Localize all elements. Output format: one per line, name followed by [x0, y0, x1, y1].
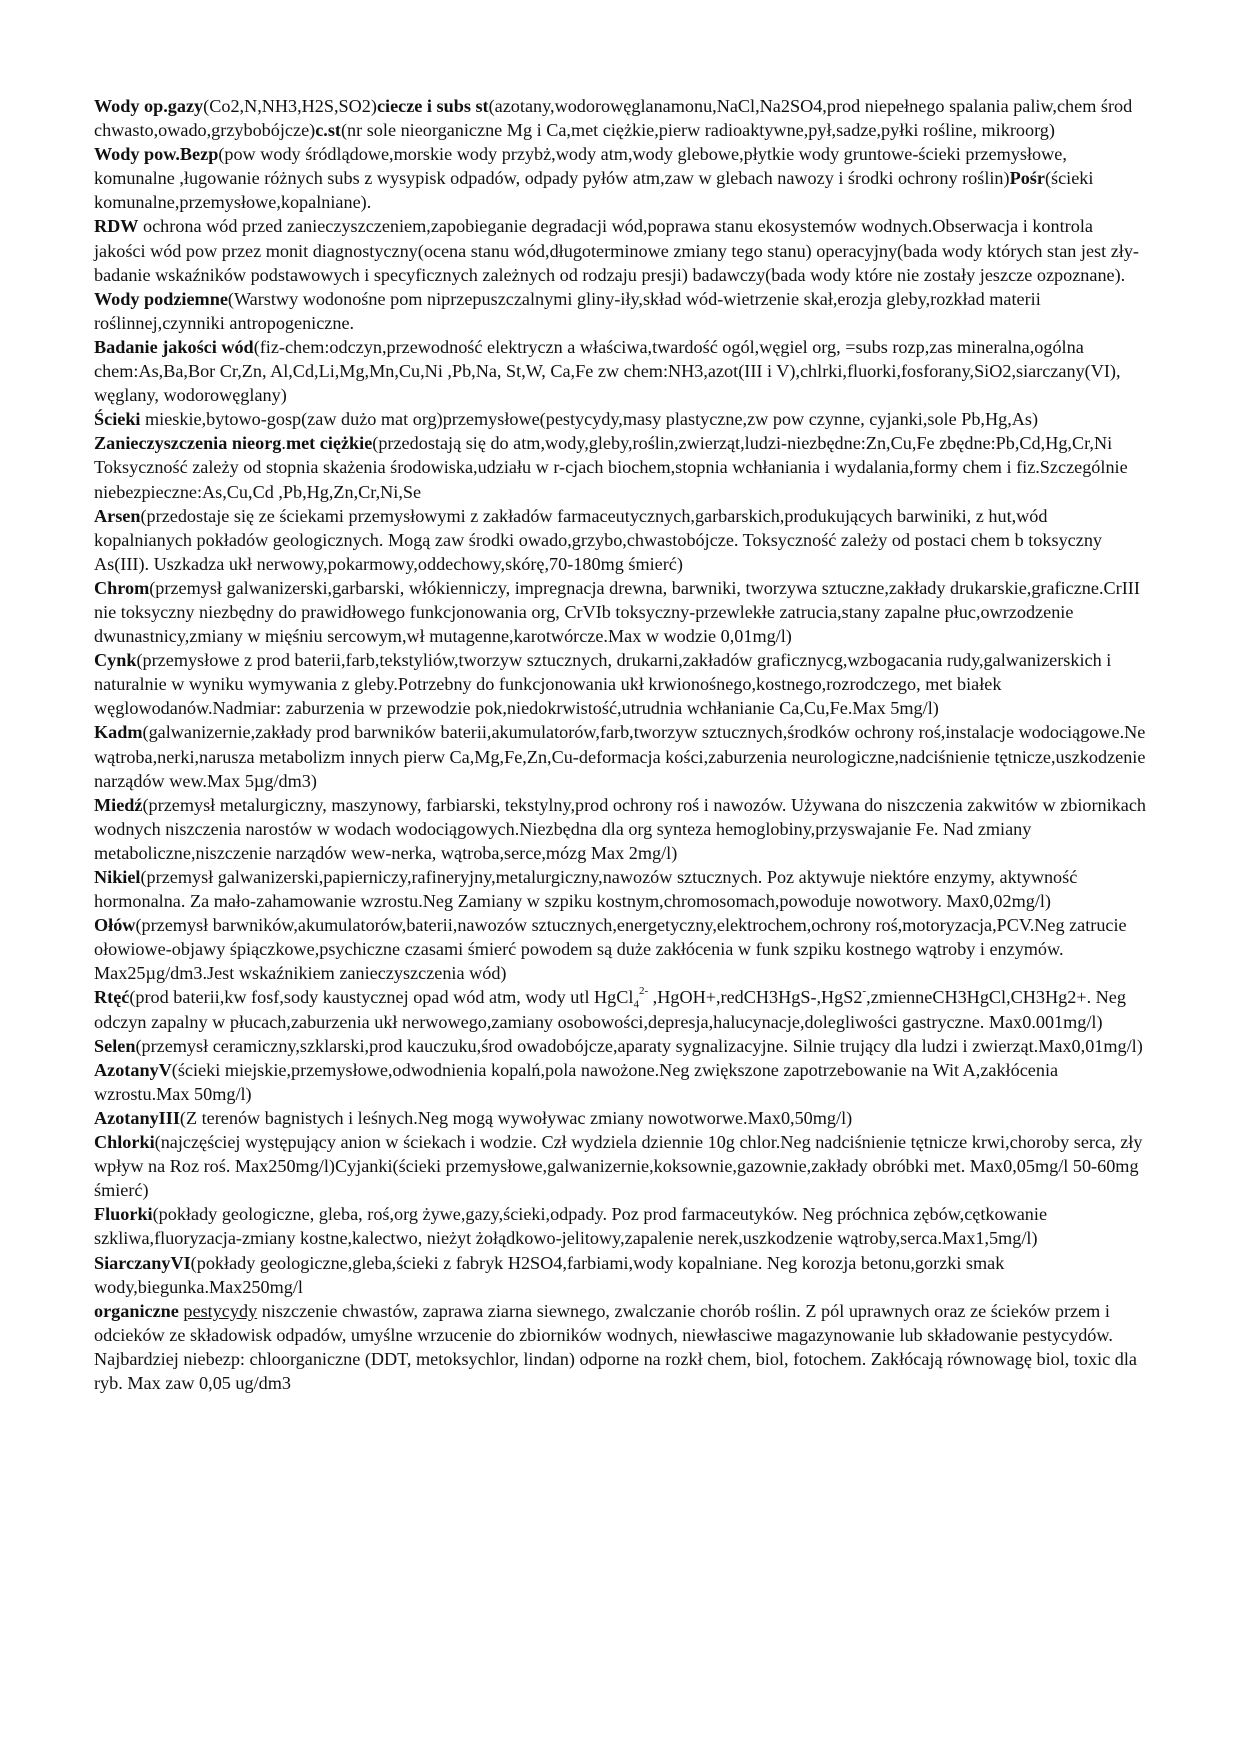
bold-heading-text: Nikiel — [94, 867, 141, 887]
paragraph-rtec — [94, 985, 1148, 1033]
bold-heading-text: Pośr — [1009, 168, 1045, 189]
body-text: (przemysł barwników,akumulatorów,baterii,nawozów sztucznych,energetyczny,elektrochem,ochrony roś,motoryzacja,PCV.Neg zatrucie ołowiowe-objawy śpiączkowe,psychiczne czasami śmierć powodem są duże zakłócenia w funk szpiku kostnego wątroby i enzymów. Max25µg/dm3.Jest wskaźnikiem zanieczyszczenia wód) — [94, 915, 1127, 984]
paragraph-miedz — [94, 793, 1148, 865]
bold-heading-text: Miedź — [94, 794, 143, 815]
body-text: ochrona wód przed zanieczyszczeniem,zapobieganie degradacji wód,poprawa stanu ekosystemów wodnych.Obserwacja i kontrola jakości wód pow przez monit diagnostyczny(ocena stanu wód,długoterminowe zmiany tego stanu) operacyjny(bada wody których stan jest zły-badanie wskaźników podstawowych i specyficznych zależnych od rodzaju presji) badawczy(bada wody które nie zostały jeszcze ozpoznane). — [94, 216, 1139, 285]
bold-heading-text: Wody podziemne — [94, 288, 228, 309]
bold-heading-text: Kadm — [94, 722, 143, 743]
bold-heading-text: Badanie jakości wód — [94, 336, 254, 357]
body-text: (ścieki miejskie,przemysłowe,odwodnienia kopalń,pola nawożone.Neg zwiększone zapotrzebowanie na Wit A,zakłócenia wzrostu.Max 50mg/l) — [94, 1059, 1059, 1104]
paragraph-organiczne — [94, 1299, 1148, 1395]
body-text: (pokłady geologiczne,gleba,ścieki z fabryk H2SO4,farbiami,wody kopalniane. Neg korozja betonu,gorzki smak wody,biegunka.Max250mg/l — [94, 1252, 1005, 1297]
body-text: (fiz-chem:odczyn,przewodność elektryczn a właściwa,twardość ogól,węgiel org, =subs rozp,zas mineralna,ogólna chem:As,Ba,Bor Cr,Zn, Al,Cd,Li,Mg,Mn,Cu,Ni ,Pb,Na, St,W, Ca,Fe zw chem:NH3,azot(III i V),chlrki,fluorki,fosforany,SiO2,siarczany(VI), węglany, wodorowęglany) — [94, 336, 1121, 406]
paragraph-scieki — [94, 407, 1148, 431]
body-text: (przemysł galwanizerski,garbarski, włókienniczy, impregnacja drewna, barwniki, tworzywa sztuczne,zakłady drukarskie,graficzne.CrIII nie toksyczny niezbędny do prawidłowego funkcjonowania org, CrVIb toksyczny-przewlekłe zatrucia,stany zapalne płuc,owrzodzenie dwunastnicy,zmiany w mięśniu sercowym,wł mutagenne,karotwórcze.Max w wodzie 0,01mg/l) — [94, 577, 1140, 647]
body-text: (nr sole nieorganiczne Mg i Ca,met ciężkie,pierw radioaktywne,pył,sadze,pyłki rośline, mikroorg) — [340, 120, 1055, 141]
body-text: ,HgOH+,redCH3HgS-,HgS2 — [648, 987, 863, 1008]
bold-heading-text: Zanieczyszczenia nieorg — [94, 433, 282, 454]
bold-heading-text: Ołów — [94, 915, 136, 936]
body-text: (azotany,wodorowęglanamonu,NaCl,Na2SO4,prod niepełnego spalania paliw,chem środ chwasto,owado,grzybobójcze) — [94, 96, 1133, 141]
paragraph-chrom — [94, 576, 1148, 648]
bold-heading-text: Wody op.gazy — [94, 96, 204, 116]
paragraph-wody-podziemne — [94, 287, 1148, 335]
paragraph-kadm — [94, 720, 1148, 792]
document-body — [94, 94, 1148, 1395]
bold-heading-text: SiarczanyVI — [94, 1252, 191, 1273]
body-text: (przemysł ceramiczny,szklarski,prod kauczuku,środ owadobójcze,aparaty sygnalizacyjne. Silnie trujący dla ludzi i zwierząt.Max0,01mg/l) — [135, 1035, 1143, 1056]
bold-heading-text: RDW — [94, 216, 139, 237]
bold-heading-text: Selen — [94, 1035, 136, 1056]
bold-heading-text: AzotanyIII — [94, 1107, 180, 1128]
body-text: (pow wody śródlądowe,morskie wody przybż,wody atm,wody glebowe,płytkie wody gruntowe-ścieki przemysłowe, komunalne ,ługowanie różnych subs z wysypisk odpadów, odpady pyłów atm,zaw w glebach nawozy i środki ochrony roślin) — [94, 144, 1067, 189]
bold-heading-text: AzotanyV — [94, 1059, 172, 1080]
bold-heading-text: Chrom — [94, 577, 150, 598]
body-text: (przemysł galwanizerski,papierniczy,rafineryjny,metalurgiczny,nawozów sztucznych. Poz aktywuje niektóre enzymy, aktywność hormonalna. Za mało-zahamowanie wzrostu.Neg Zamiany w szpiku kostnym,chromosomach,powoduje nowotwory. Max0,02mg/l) — [94, 867, 1078, 912]
body-text: ,zmienneCH3HgCl,CH3Hg2+. Neg odczyn zapalny w płucach,zaburzenia ukł nerwowego,zamiany osobowości,depresja,halucynacje,dolegliwości gastryczne. Max0.001mg/l) — [94, 987, 1126, 1032]
paragraph-wody-pow — [94, 142, 1148, 214]
body-text: (prod baterii,kw fosf,sody kaustycznej opad wód atm, wody utl HgCl — [129, 987, 634, 1008]
bold-heading-text: c.st — [315, 120, 341, 141]
underlined-text: pestycydy — [183, 1300, 258, 1321]
body-text: (Warstwy wodonośne pom niprzepuszczalnymi gliny-iły,skład wód-wietrzenie skał,erozja gleby,rozkład materii roślinnej,czynniki antropogeniczne. — [94, 288, 1041, 333]
paragraph-nikiel — [94, 865, 1148, 913]
body-text: (Co2,N,NH3,H2S,SO2) — [203, 96, 377, 116]
paragraph-wody-op — [94, 94, 1148, 142]
body-text: (przemysł metalurgiczny, maszynowy, farbiarski, tekstylny,prod ochrony roś i nawozów. Używana do niszczenia zakwitów w zbiornikach wodnych niszczenia narostów w wodach wodociągowych.Niezbędna dla org synteza hemoglobiny,przyswajanie Fe. Nad zmiany metaboliczne,niszczenie narządów wew-nerka, wątroba,serce,mózg Max 2mg/l) — [94, 794, 1147, 863]
body-text: (przedostaje się ze ściekami przemysłowymi z zakładów farmaceutycznych,garbarskich,produkujących barwiniki, z hut,wód kopalnianych pokładów geologicznych. Mogą zaw środki owado,grzybo,chwastobójcze. Toksyczność zależy od postaci chem b toksyczny As(III). Uszkadza ukł nerwowy,pokarmowy,oddechowy,skórę,70-180mg śmierć) — [94, 505, 1103, 574]
paragraph-siarczany — [94, 1251, 1148, 1299]
bold-heading-text: met ciężkie — [285, 433, 373, 454]
paragraph-zanieczyszczenia — [94, 431, 1148, 503]
bold-heading-text: Chlorki — [94, 1132, 155, 1153]
bold-heading-text: Cynk — [94, 650, 137, 671]
bold-heading-text: Arsen — [94, 505, 141, 526]
bold-heading-text: organiczne — [94, 1300, 179, 1321]
paragraph-badanie — [94, 335, 1148, 407]
body-text: (najczęściej występujący anion w ściekach i wodzie. Czł wydziela dziennie 10g chlor.Neg nadciśnienie tętnicze krwi,choroby serca, zły wpływ na Roz roś. Max250mg/l)Cyjanki(ścieki przemysłowe,galwanizernie,koksownie,gazownie,zakłady obróbki met. Max0,05mg/l 50-60mg śmierć) — [94, 1132, 1143, 1201]
paragraph-azotany-iii — [94, 1106, 1148, 1130]
paragraph-rdw — [94, 214, 1148, 286]
superscript-text: 2- — [638, 985, 649, 998]
paragraph-chlorki — [94, 1130, 1148, 1202]
bold-heading-text: Ścieki — [94, 409, 141, 430]
body-text: (galwanizernie,zakłady prod barwników baterii,akumulatorów,farb,tworzyw sztucznych,środków ochrony roś,instalacje wodociągowe.Ne wątroba,nerki,narusza metabolizm innych pierw Ca,Mg,Fe,Zn,Cu-deformacja kości,zaburzenia neurologiczne,nadciśnienie tętnicze,uszkodzenie narządów wew.Max 5µg/dm3) — [94, 722, 1146, 791]
paragraph-olow — [94, 913, 1148, 985]
body-text: (Z terenów bagnistych i leśnych.Neg mogą wywoływac zmiany nowotworwe.Max0,50mg/l) — [179, 1107, 853, 1128]
body-text: (przemysłowe z prod baterii,farb,tekstyliów,tworzyw sztucznych, drukarni,zakładów graficznycg,wzbogacania rudy,galwanizerskich i naturalnie w wyniku wymywania z gleby.Potrzebny do funkcjonowania ukł krwionośnego,kostnego,rozrodczego, met białek węglowodanów.Nadmiar: zaburzenia w przewodzie pok,niedokrwistość,utrudnia wchłanianie Ca,Cu,Fe.Max 5mg/l) — [94, 650, 1112, 719]
body-text: niszczenie chwastów, zaprawa ziarna siewnego, zwalczanie chorób roślin. Z pól uprawnych oraz ze ścieków przem i odcieków ze składowisk odpadów, umyślne wrzucenie do zbiorników wodnych, niewłasciwe magazynowanie lub składowanie pestycydów. Najbardziej niebezp: chloorganiczne (DDT, metoksychlor, lindan) odporne na rozkł chem, biol, fotochem. Zakłócają równowagę biol, toxic dla ryb. Max zaw 0,05 ug/dm3 — [94, 1300, 1138, 1393]
body-text: (ścieki komunalne,przemysłowe,kopalniane). — [94, 168, 1094, 213]
paragraph-fluorki — [94, 1202, 1148, 1250]
bold-heading-text: Wody pow.Bezp — [94, 144, 219, 165]
body-text: (przedostają się do atm,wody,gleby,roślin,zwierząt,ludzi-niezbędne:Zn,Cu,Fe zbędne:Pb,Cd,Hg,Cr,Ni Toksyczność zależy od stopnia skażenia środowiska,udziału w r-cjach biochem,stopnia wchłaniania i wydalania,formy chem i fiz.Szczególnie niebezpieczne:As,Cu,Cd ,Pb,Hg,Zn,Cr,Ni,Se — [94, 433, 1128, 502]
bold-heading-text: Rtęć — [94, 987, 130, 1008]
superscript-text: - — [862, 985, 867, 998]
body-text: mieskie,bytowo-gosp(zaw dużo mat org)przemysłowe(pestycydy,masy plastyczne,zw pow czynne, cyjanki,sole Pb,Hg,As) — [140, 409, 1039, 430]
body-text: (pokłady geologiczne, gleba, roś,org żywe,gazy,ścieki,odpady. Poz prod farmaceutyków. Neg próchnica zębów,cętkowanie szkliwa,fluoryzacja-zmiany kostne,kalectwo, nieżyt żołądkowo-jelitowy,zapalenie nerek,uszkodzenie wątroby,serca.Max1,5mg/l) — [94, 1204, 1048, 1249]
bold-heading-text: Fluorki — [94, 1204, 153, 1225]
paragraph-cynk — [94, 648, 1148, 720]
body-text: . — [281, 433, 286, 454]
paragraph-azotany-v — [94, 1058, 1148, 1106]
paragraph-arsen — [94, 504, 1148, 576]
subscript-text: 4 — [633, 999, 639, 1012]
paragraph-selen — [94, 1034, 1148, 1058]
bold-heading-text: ciecze i subs st — [376, 96, 489, 116]
